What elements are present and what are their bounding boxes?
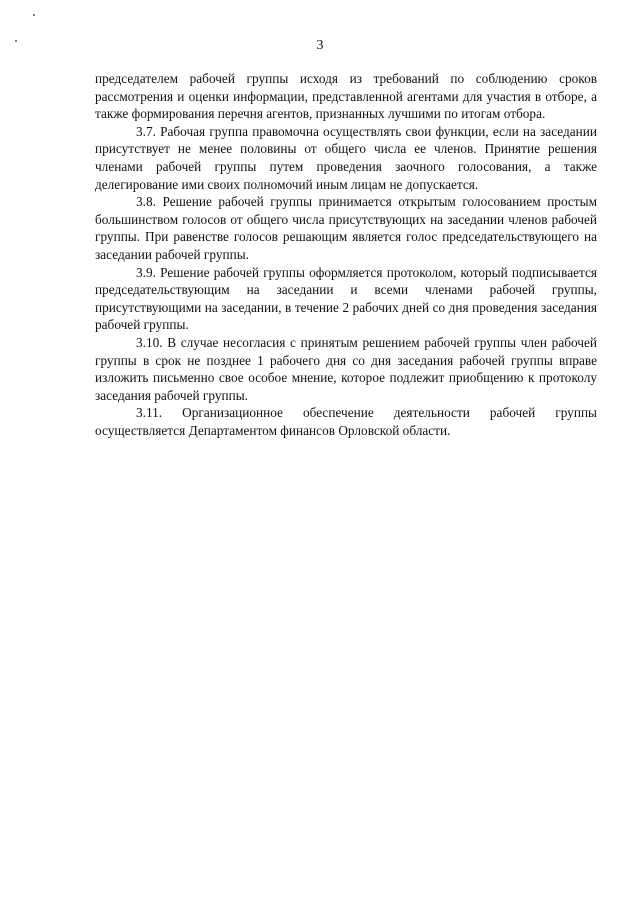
document-body (95, 70, 597, 439)
paragraph-3-11: 3.11. Организационное обеспечение деятельности рабочей группы осуществляется Департаментом финансов Орловской области. (95, 405, 597, 438)
paragraph-3-10: 3.10. В случае несогласия с принятым решением рабочей группы член рабочей группы в срок не позднее 1 рабочего дня со дня заседания рабочей группы вправе изложить письменно свое особое мнение, которое подлежит приобщению к протоколу заседания рабочей группы. (95, 334, 597, 403)
paragraph-3-8: 3.8. Решение рабочей группы принимается открытым голосованием простым большинством голосов от общего числа присутствующих на заседании членов рабочей группы. При равенстве голосов решающим является голос председательствующего на заседании рабочей группы. (95, 194, 597, 262)
page-number: 3 (316, 38, 324, 53)
scan-speck (33, 14, 35, 16)
paragraph-continuation: председателем рабочей группы исходя из требований по соблюдению сроков рассмотрения и оценки информации, представленной агентами для участия в отборе, а также формирования перечня агентов, признанных лучшими по итогам отбора. (95, 71, 597, 122)
paragraph-3-9: 3.9. Решение рабочей группы оформляется протоколом, который подписывается председательствующим на заседании и всеми членами рабочей группы, присутствующими на заседании, в течение 2 рабочих дней со дня проведения заседания рабочей группы. (95, 264, 597, 333)
paragraph-3-7: 3.7. Рабочая группа правомочна осуществлять свои функции, если на заседании присутствует не менее половины от общего числа ее членов. Принятие решения членами рабочей группы путем проведения заочного голосования, а также делегирование ими своих полномочий иным лицам не допускается. (95, 123, 597, 192)
